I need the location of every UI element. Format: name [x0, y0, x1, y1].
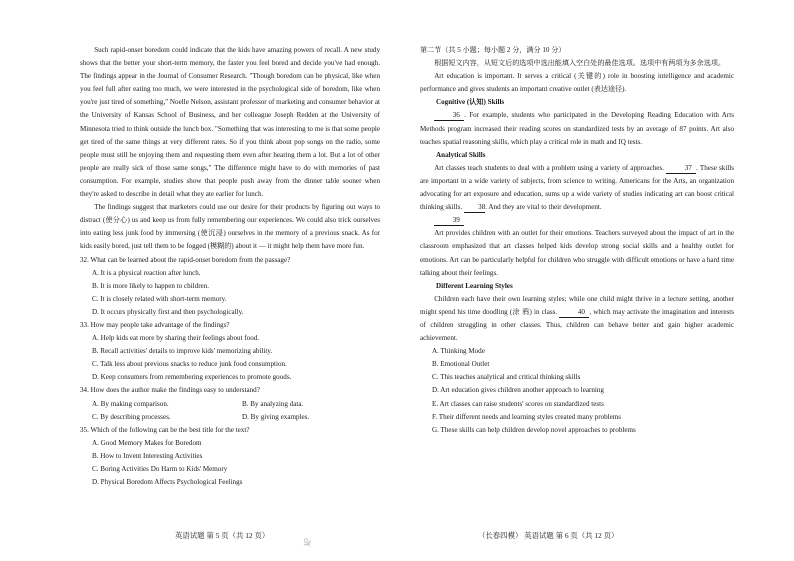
option: B. Recall activities' details to improve kids' memorizing ability.: [92, 347, 273, 356]
question-34: [80, 384, 380, 423]
option: B. Emotional Outlet: [432, 360, 490, 369]
instructions: 根据短文内容，从短文后的选项中选出能填入空白处的最佳选项。选项中有两项为多余选项。: [434, 59, 726, 68]
question-33: [80, 319, 380, 384]
question-stem: 33. How may people take advantage of the findings?: [80, 320, 230, 329]
left-page: [80, 44, 380, 489]
option: A. By making comparison.: [92, 399, 169, 408]
question-32: [80, 254, 380, 319]
blank-39[interactable]: 39: [434, 215, 464, 226]
paragraph-text: Art classes teach students to deal with a problem using a variety of approaches.: [434, 163, 664, 172]
option: C. By describing processes.: [92, 412, 171, 421]
passage-paragraph-2: The findings suggest that marketers could use our desire for their products by figuring out ways to distract (使分心) us and keep us from fully remembering our experiences. We could also trick ourselves into eating less junk food by immersing (使沉浸) ourselves in the memory of a previous snack. As for kids easily bored, just tell them to be fogged (模糊的) about it — it might help them have more fun.: [80, 203, 380, 251]
option: A. It is a physical reaction after lunch.: [92, 268, 201, 277]
question-stem: 35. Which of the following can be the best title for the text?: [80, 425, 250, 434]
option: C. Boring Activities Do Harm to Kids' Memory: [92, 465, 228, 473]
option: B. By analyzing data.: [242, 399, 304, 408]
heading-cognitive-skills: Cognitive (认知) Skills: [436, 98, 505, 107]
option: B. It is more likely to happen to children.: [92, 281, 210, 290]
section-title: 第二节（共 5 小题；每小题 2 分，满分 10 分）: [420, 46, 566, 54]
intro-paragraph: Art education is important. It serves a critical (关键的) role in boosting intelligence and academic performance and gives students an important creative outlet (表达途径).: [420, 72, 734, 94]
paragraph-40: [420, 293, 734, 345]
blank-40[interactable]: 40: [559, 307, 589, 318]
right-page: [420, 44, 734, 437]
heading-learning-styles: Different Learning Styles: [436, 281, 513, 290]
option: D. Physical Boredom Affects Psychological Feelings: [92, 478, 243, 487]
option: A. Thinking Mode: [432, 347, 485, 356]
watermark-mark: ⚘: [299, 534, 318, 555]
option: C. This teaches analytical and critical thinking skills: [432, 373, 581, 382]
passage-paragraph-1: Such rapid-onset boredom could indicate that the kids have amazing powers of recall. A new study shows that the better your short-term memory, the faster you feel bored and decide you've had enough. The findings appear in the Journal of Consumer Research. "Though boredom can be physical, like when you feel full after eating too much, we were interested in the psychological side of boredom, like when you're just tired of something," Noelle Nelson, assistant professor of marketing and consumer behavior at the University of Kansas School of Business, and her colleague Joseph Redden at the University of Minnesota tried to think outside the lunch box. "Something that was interesting to me is that some people get tired of the same things at very different rates. So if you think about pop songs on the radio, some people must still be enjoying them and requesting them even after hearing them a lot. But a lot of other people are really sick of those same songs," The difference might have to do with memories of past consumption. For example, studies show that people push away from the dinner table sooner when they're asked to describe in detail what they ate earlier for lunch.: [80, 46, 380, 199]
left-page-footer: 英语试题 第 5 页（共 12 页）: [175, 531, 270, 540]
question-stem: 32. What can be learned about the rapid-onset boredom from the passage?: [80, 255, 291, 264]
right-page-footer: （长春四模） 英语试题 第 6 页（共 12 页）: [478, 531, 619, 540]
question-35: [80, 424, 380, 489]
option: D. By giving examples.: [242, 412, 310, 421]
option: A. Help kids eat more by sharing their feelings about food.: [92, 334, 260, 343]
option: B. How to Invent Interesting Activities: [92, 451, 203, 460]
paragraph-text: . And they are vital to their development.: [485, 203, 602, 212]
blank-36[interactable]: 36: [434, 110, 464, 121]
heading-analytical-skills: Analytical Skills: [436, 150, 486, 159]
option: C. Talk less about previous snacks to reduce junk food consumption.: [92, 360, 287, 369]
option: F. Their different needs and learning styles created many problems: [432, 412, 622, 421]
paragraph-text: . These skills are important in a wide variety of subjects, from science to writing. Americans for the Arts, an organization advocating for art exposure and education, sums up a wide variety of studies indicating art can boost critical thinking skills.: [420, 163, 734, 212]
option: E. Art classes can raise students' scores on standardized tests: [432, 399, 604, 408]
paragraph-36: [420, 109, 734, 148]
paragraph-text: , which may activate the imagination and interests of children struggling in other classes. Thus, children can behave better and gain higher academic achievement.: [420, 307, 734, 343]
option: D. Keep consumers from remembering experiences to promote goods.: [92, 373, 292, 382]
question-stem: 34. How does the author make the findings easy to understand?: [80, 386, 260, 395]
paragraph-39: Art provides children with an outlet for their emotions. Teachers surveyed about the impact of art in the classroom emphasized that art classes helped kids develop strong social skills and a healthy outlet for emotions. Art can be particularly helpful for children who struggle with difficult emotions or have a hard time talking about their feelings.: [420, 229, 734, 277]
option-list: [420, 345, 734, 437]
heading-39: [420, 214, 734, 227]
option: A. Good Memory Makes for Boredom: [92, 438, 202, 447]
option: C. It is closely related with short-term memory.: [92, 294, 227, 303]
paragraph-37: [420, 162, 734, 214]
option: D. It occurs physically first and then psychologically.: [92, 307, 244, 316]
option: D. Art education gives children another approach to learning: [432, 386, 604, 395]
option: G. These skills can help children develop novel approaches to problems: [432, 425, 636, 434]
blank-38[interactable]: 38: [464, 202, 485, 213]
blank-37[interactable]: 37: [666, 163, 696, 174]
paragraph-text: Children each have their own learning styles; while one child might thrive in a lecture setting, another might spend his time doodling (涂 鸦) in class.: [420, 294, 734, 316]
paragraph-text: . For example, students who participated in the Developing Reading Education with Arts Methods program increased their reading scores on standardized tests by an average of 87 points. Art also teaches spatial reasoning skills, which play a critical role in math and IQ tests.: [420, 111, 734, 146]
